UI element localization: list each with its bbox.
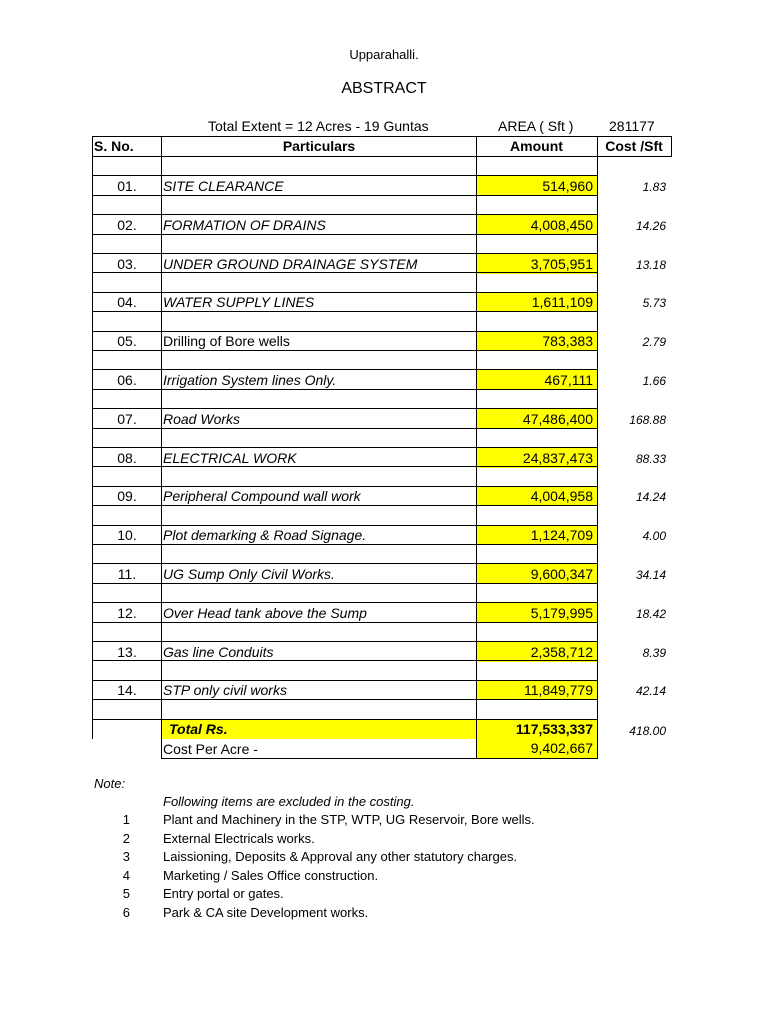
table-rule <box>92 272 598 273</box>
table-rule <box>92 641 598 642</box>
row-sno: 05. <box>117 333 137 349</box>
row-amount: 4,004,958 <box>476 486 597 506</box>
table-rule <box>92 719 598 720</box>
row-amount: 783,383 <box>476 331 597 351</box>
table-rule <box>92 602 598 603</box>
total-cost-per-sft: 418.00 <box>629 724 666 738</box>
row-sno: 03. <box>117 256 137 272</box>
row-particular: Peripheral Compound wall work <box>163 488 361 504</box>
note-number: 2 <box>122 830 130 846</box>
row-cost-per-sft: 14.26 <box>635 219 666 233</box>
row-amount: 9,600,347 <box>476 564 597 584</box>
row-sno: 06. <box>117 372 137 388</box>
area-value: 281177 <box>609 118 655 134</box>
notes-heading: Note: <box>94 776 126 791</box>
table-rule <box>92 408 598 409</box>
row-particular: FORMATION OF DRAINS <box>163 217 326 233</box>
table-rule <box>671 136 672 157</box>
table-rule <box>92 136 672 137</box>
row-amount: 3,705,951 <box>476 254 597 274</box>
row-sno: 07. <box>117 411 137 427</box>
note-text: Park & CA site Development works. <box>163 905 369 920</box>
note-number: 1 <box>122 812 130 827</box>
column-header-cost-per-sft: Cost /Sft <box>605 138 663 154</box>
row-amount: 24,837,473 <box>476 448 597 468</box>
table-rule <box>92 214 598 215</box>
note-text: Entry portal or gates. <box>163 886 284 902</box>
table-rule <box>161 758 598 759</box>
note-text: External Electricals works. <box>163 830 315 846</box>
row-particular: WATER SUPPLY LINES <box>163 294 315 310</box>
table-rule <box>92 369 598 370</box>
row-particular: SITE CLEARANCE <box>163 178 284 194</box>
table-rule <box>92 389 598 390</box>
row-sno: 14. <box>117 682 137 698</box>
table-rule <box>92 175 598 176</box>
note-number: 4 <box>122 867 130 883</box>
row-amount: 4,008,450 <box>476 215 597 235</box>
note-number: 6 <box>122 905 130 920</box>
row-particular: UNDER GROUND DRAINAGE SYSTEM <box>163 256 418 272</box>
table-rule <box>476 136 477 759</box>
row-amount: 5,179,995 <box>476 603 597 623</box>
note-text: Laissioning, Deposits & Approval any other statutory charges. <box>163 849 518 865</box>
note-text: Plant and Machinery in the STP, WTP, UG Reservoir, Bore wells. <box>163 812 535 827</box>
row-sno: 11. <box>117 566 137 582</box>
row-cost-per-sft: 4.00 <box>642 529 666 543</box>
row-particular: STP only civil works <box>163 682 287 698</box>
row-sno: 01. <box>117 178 137 194</box>
column-header-amount: Amount <box>510 138 563 154</box>
note-number: 3 <box>122 849 130 865</box>
table-rule <box>92 563 598 564</box>
row-amount: 514,960 <box>476 176 597 196</box>
table-rule <box>92 525 598 526</box>
row-particular: Gas line Conduits <box>163 644 274 660</box>
area-label: AREA ( Sft ) <box>498 118 574 134</box>
row-amount: 467,111 <box>476 370 597 390</box>
table-rule <box>92 622 598 623</box>
row-particular: Road Works <box>163 411 241 427</box>
row-cost-per-sft: 88.33 <box>635 452 666 466</box>
table-rule <box>92 428 598 429</box>
row-amount: 47,486,400 <box>476 409 597 429</box>
row-amount: 2,358,712 <box>476 642 597 662</box>
row-amount: 11,849,779 <box>476 680 597 700</box>
row-sno: 13. <box>117 644 137 660</box>
table-rule <box>92 253 598 254</box>
row-particular: Plot demarking & Road Signage. <box>163 527 367 543</box>
table-rule <box>92 311 598 312</box>
place-name: Upparahalli. <box>349 47 419 62</box>
row-cost-per-sft: 168.88 <box>629 413 666 427</box>
row-particular: Irrigation System lines Only. <box>163 372 337 388</box>
row-sno: 08. <box>117 450 137 466</box>
row-sno: 09. <box>117 488 137 504</box>
row-amount: 1,124,709 <box>476 525 597 545</box>
total-extent: Total Extent = 12 Acres - 19 Guntas <box>208 118 429 134</box>
table-rule <box>92 447 598 448</box>
column-header-sno: S. No. <box>94 138 134 154</box>
table-rule <box>92 156 598 157</box>
row-particular: ELECTRICAL WORK <box>163 450 297 466</box>
row-cost-per-sft: 34.14 <box>635 568 666 582</box>
cost-per-acre-label: Cost Per Acre - <box>163 741 258 757</box>
row-cost-per-sft: 2.79 <box>642 335 666 349</box>
table-rule <box>92 234 598 235</box>
row-cost-per-sft: 42.14 <box>635 684 666 698</box>
table-rule <box>92 350 598 351</box>
table-rule <box>92 505 598 506</box>
table-rule <box>92 699 598 700</box>
note-number: 5 <box>122 886 130 902</box>
table-rule <box>92 583 598 584</box>
table-rule <box>92 136 93 739</box>
table-rule <box>92 331 598 332</box>
row-sno: 04. <box>117 294 137 310</box>
page-title: ABSTRACT <box>341 80 427 97</box>
column-header-particulars: Particulars <box>282 138 356 154</box>
table-rule <box>161 136 162 759</box>
row-cost-per-sft: 1.83 <box>642 180 666 194</box>
row-particular: Drilling of Bore wells <box>163 333 290 349</box>
row-sno: 10. <box>117 527 137 543</box>
total-label: Total Rs. <box>161 719 477 739</box>
table-rule <box>92 466 598 467</box>
row-cost-per-sft: 13.18 <box>635 258 666 272</box>
cost-per-acre-amount: 9,402,667 <box>476 739 597 758</box>
table-rule <box>597 136 598 759</box>
table-rule <box>92 680 598 681</box>
table-rule <box>92 195 598 196</box>
note-text: Marketing / Sales Office construction. <box>163 867 379 883</box>
row-amount: 1,611,109 <box>476 292 597 312</box>
total-amount: 117,533,337 <box>476 719 597 739</box>
row-sno: 12. <box>117 605 137 621</box>
notes-intro: Following items are excluded in the costing. <box>163 794 415 809</box>
row-cost-per-sft: 14.24 <box>635 490 666 504</box>
row-cost-per-sft: 8.39 <box>642 646 666 660</box>
table-rule <box>92 544 598 545</box>
table-rule <box>92 486 598 487</box>
row-cost-per-sft: 18.42 <box>635 607 666 621</box>
row-sno: 02. <box>117 217 137 233</box>
row-cost-per-sft: 1.66 <box>642 374 666 388</box>
table-rule <box>92 660 598 661</box>
row-particular: UG Sump Only Civil Works. <box>163 566 335 582</box>
row-cost-per-sft: 5.73 <box>642 296 666 310</box>
table-rule <box>92 292 598 293</box>
row-particular: Over Head tank above the Sump <box>163 605 367 621</box>
